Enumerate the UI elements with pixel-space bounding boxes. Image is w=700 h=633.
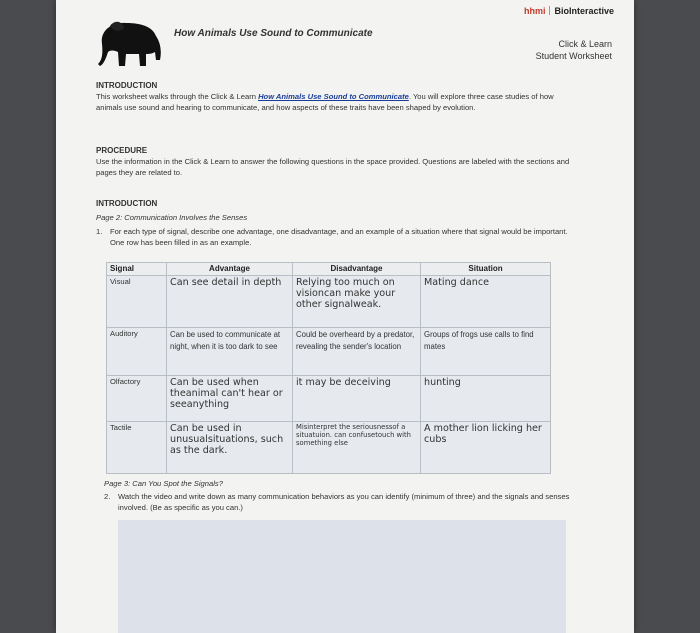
question-section (96, 198, 576, 248)
cell-disadvantage[interactable]: it may be deceiving (293, 376, 421, 422)
question-2-number: 2. (104, 492, 111, 501)
cell-signal: Olfactory (107, 376, 167, 422)
signals-table (106, 262, 551, 474)
cell-advantage[interactable]: Can be used when theanimal can't hear or seeanything (167, 376, 293, 422)
answer-box[interactable] (118, 520, 566, 633)
worksheet-header (56, 0, 634, 72)
page2-label: Page 2: Communication Involves the Senses (96, 213, 248, 222)
hhmi-logo: hhmi (523, 6, 546, 16)
question-1 (96, 226, 576, 248)
page3-section (104, 478, 574, 513)
elephant-icon (96, 14, 168, 68)
cell-signal: Visual (107, 276, 167, 328)
table-row (107, 328, 551, 376)
table-header-row (107, 263, 551, 276)
click-learn-link[interactable]: How Animals Use Sound to Communicate (258, 92, 409, 101)
cell-situation[interactable]: hunting (421, 376, 551, 422)
introduction-heading: INTRODUCTION (96, 81, 158, 90)
header-signal: Signal (107, 263, 167, 276)
worksheet-type-line1: Click & Learn (558, 39, 612, 49)
introduction-text: This worksheet walks through the Click & Learn How Animals Use Sound to Communicate. You will explore three case studies of how animals use sound and hearing to communicate, and how aspects of these traits have been shaped by evolution. (96, 92, 554, 112)
cell-disadvantage: Could be overheard by a predator, revealing the sender's location (293, 328, 421, 376)
cell-advantage[interactable]: Can be used in unusualsituations, such as the dark. (167, 422, 293, 474)
cell-advantage: Can be used to communicate at night, when it is too dark to see (167, 328, 293, 376)
cell-disadvantage[interactable]: Misinterpret the seriousnessof a situatuion. can confusetouch with something else (293, 422, 421, 474)
header-disadvantage: Disadvantage (293, 263, 421, 276)
procedure-section (96, 145, 576, 178)
procedure-heading: PROCEDURE (96, 146, 148, 155)
table-row (107, 376, 551, 422)
header-advantage: Advantage (167, 263, 293, 276)
cell-signal: Tactile (107, 422, 167, 474)
cell-situation[interactable]: Mating dance (421, 276, 551, 328)
question-1-number: 1. (96, 227, 103, 236)
worksheet-type-line2: Student Worksheet (535, 51, 612, 61)
section-heading: INTRODUCTION (96, 199, 158, 208)
question-2-text: Watch the video and write down as many communication behaviors as you can identify (minimum of three) and the signals and senses involved. (Be as specific as you can.) (118, 492, 570, 512)
cell-situation: Groups of frogs use calls to find mates (421, 328, 551, 376)
page3-label: Page 3: Can You Spot the Signals? (104, 479, 223, 488)
cell-signal: Auditory (107, 328, 167, 376)
cell-disadvantage[interactable]: Relying too much on visioncan make your other signalweak. (293, 276, 421, 328)
worksheet-type (536, 38, 612, 62)
worksheet-page (56, 0, 634, 633)
cell-situation[interactable]: A mother lion licking her cubs (421, 422, 551, 474)
biointeractive-logo: BioInteractive (554, 6, 614, 16)
brand-logo (524, 6, 614, 16)
question-2 (104, 491, 574, 513)
question-1-text: For each type of signal, describe one advantage, one disadvantage, and an example of a situation where that signal would be important. One row has been filled in as an example. (110, 227, 568, 247)
cell-advantage[interactable]: Can see detail in depth (167, 276, 293, 328)
procedure-text: Use the information in the Click & Learn to answer the following questions in the space provided. Questions are labeled with the sections and pages they are related to. (96, 157, 570, 177)
header-situation: Situation (421, 263, 551, 276)
introduction-section (96, 80, 576, 113)
table-row (107, 422, 551, 474)
worksheet-title: How Animals Use Sound to Communicate (174, 28, 373, 39)
table-row (107, 276, 551, 328)
